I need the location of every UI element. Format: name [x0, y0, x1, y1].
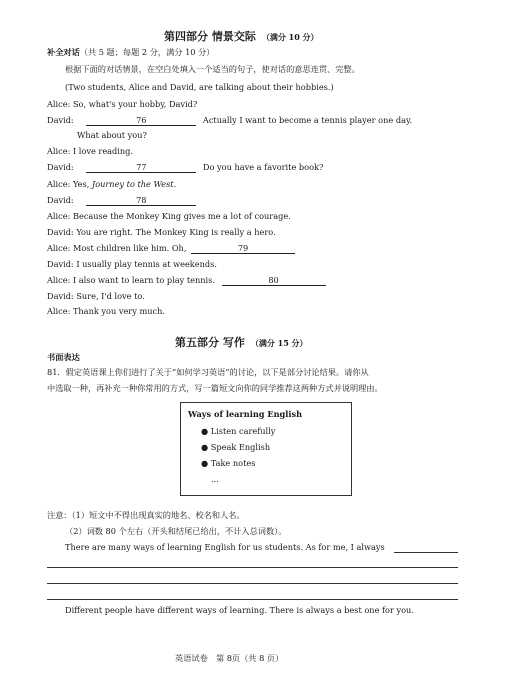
dialogue-line-8: Alice: Because the Monkey King gives me a lot of courage. — [47, 211, 291, 221]
ways-box — [180, 402, 352, 496]
ways-item-2: ● Speak English — [201, 442, 271, 452]
dialogue-line-5: David: 77 Do you have a favorite book? — [47, 162, 324, 172]
writing-line-1[interactable] — [47, 567, 458, 568]
dialogue-context: (Two students, Alice and David, are talking about their hobbies.) — [65, 82, 334, 92]
instruction: 根据下面的对话情景，在空白处填入一个适当的句子，使对话的意思连贯、完整。 — [65, 64, 360, 74]
dialogue-line-9: David: You are right. The Monkey King is really a hero. — [47, 227, 276, 237]
dialogue-line-4: Alice: I love reading. — [47, 146, 134, 156]
page-footer: 英语试卷 第 8页（共 8 页） — [175, 653, 284, 663]
ways-box-title: Ways of learning English — [188, 409, 303, 419]
dialogue-line-14: Alice: Thank you very much. — [47, 306, 165, 316]
writing-prompt-line-1: 81．假定英语课上你们进行了关于“如何学习英语”的讨论，以下是部分讨论结果。请你从 — [47, 367, 369, 377]
dialogue-line-10: Alice: Most children like him. Oh, 79 — [47, 243, 295, 254]
dialogue-line-1: Alice: So, what's your hobby, David? — [47, 99, 198, 109]
dialogue-line-7: David: 78 — [47, 195, 196, 206]
part4-score: （满分 10 分） — [261, 32, 319, 42]
dialogue-line-13: David: Sure, I'd love to. — [47, 291, 145, 301]
answer-blank-80[interactable]: 80 — [222, 275, 326, 286]
opening-blank-line[interactable] — [394, 552, 458, 553]
ways-item-3: ● Take notes — [201, 458, 256, 468]
writing-line-3[interactable] — [47, 599, 458, 600]
answer-blank-78[interactable]: 78 — [86, 195, 196, 206]
part4-title: 第四部分 情景交际 （满分 10 分） — [164, 30, 319, 43]
dialogue-line-6: Alice: Yes, Journey to the West. — [47, 179, 177, 189]
answer-blank-77[interactable]: 77 — [86, 162, 196, 173]
essay-opening: There are many ways of learning English for us students. As for me, I always — [65, 542, 385, 552]
answer-blank-79[interactable]: 79 — [191, 243, 295, 254]
dialogue-line-11: David: I usually play tennis at weekends. — [47, 259, 217, 269]
ways-item-ellipsis: ... — [211, 474, 219, 484]
dialogue-line-3: What about you? — [77, 130, 147, 140]
dialogue-line-12: Alice: I also want to learn to play tennis. 80 — [47, 275, 326, 286]
note-1: 注意：（1）短文中不得出现真实的地名、校名和人名。 — [47, 510, 245, 520]
ways-item-1: ● Listen carefully — [201, 426, 276, 436]
essay-closing: Different people have different ways of learning. There is always a best one for you. — [65, 605, 414, 615]
answer-blank-76[interactable]: 76 — [86, 115, 196, 126]
writing-line-2[interactable] — [47, 583, 458, 584]
part5-score: （满分 15 分） — [250, 338, 308, 348]
note-2: （2）词数 80 个左右（开头和结尾已给出，不计入总词数）。 — [65, 526, 287, 536]
writing-prompt-line-2: 中选取一种，再补充一种你常用的方式，写一篇短文向你的同学推荐这两种方式并说明理由。 — [47, 383, 383, 393]
section-label-dialogue: 补全对话（共 5 题；每题 2 分，满分 10 分） — [47, 47, 215, 57]
dialogue-line-2: David: 76 Actually I want to become a tennis player one day. — [47, 115, 413, 125]
section-label-writing: 书面表达 — [47, 352, 80, 362]
part5-title: 第五部分 写作 （满分 15 分） — [175, 336, 308, 349]
